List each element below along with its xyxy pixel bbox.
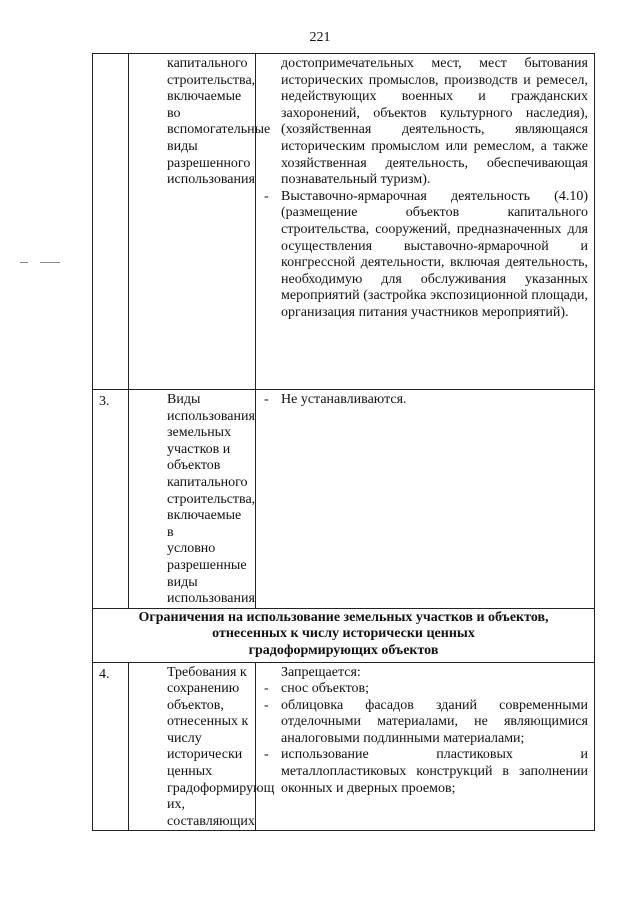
section-heading bbox=[93, 608, 595, 662]
table-row bbox=[93, 390, 595, 609]
desc-line: их, составляющих bbox=[167, 797, 255, 829]
intro-text: Запрещается: bbox=[281, 664, 361, 680]
desc-line: использования bbox=[167, 172, 255, 188]
desc-line: капитального bbox=[167, 474, 248, 490]
desc-line: использования bbox=[167, 408, 255, 424]
dash-marker: - bbox=[264, 747, 269, 763]
regulations-table bbox=[92, 53, 595, 831]
desc-line: разрешенные bbox=[167, 557, 247, 573]
heading-line: Ограничения на использование земельных участков и объектов, bbox=[138, 609, 549, 625]
desc-line: отнесенных к bbox=[167, 714, 249, 730]
margin-mark bbox=[40, 262, 60, 263]
desc-line: строительства, bbox=[167, 491, 256, 507]
table-row bbox=[93, 662, 595, 831]
desc-line: участков и bbox=[167, 441, 231, 457]
desc-line: капитального bbox=[167, 56, 248, 71]
desc-line: включаемые в bbox=[167, 508, 242, 540]
row-content bbox=[256, 390, 595, 609]
margin-mark bbox=[20, 262, 28, 263]
row-description bbox=[129, 662, 275, 831]
desc-line: разрешенного bbox=[167, 155, 251, 171]
desc-line: ценных bbox=[167, 764, 213, 780]
desc-line: условно bbox=[167, 541, 216, 557]
desc-line: использования bbox=[167, 591, 255, 607]
item-text: использование пластиковых и металлопластиковых конструкций в заполнении оконных и дверных проемов; bbox=[281, 747, 588, 796]
desc-line: Требования к bbox=[167, 664, 247, 680]
desc-line: Виды bbox=[167, 392, 201, 407]
item-text: облицовка фасадов зданий современными отделочными материалами, не являющимися аналоговыми подлинными материалами; bbox=[281, 697, 588, 746]
list-item bbox=[262, 747, 588, 797]
row-content bbox=[256, 662, 595, 831]
desc-line: градоформирующ bbox=[167, 780, 275, 796]
desc-line: объектов bbox=[167, 458, 221, 474]
item-text: Не устанавливаются. bbox=[281, 392, 407, 407]
item-text: Выставочно-ярмарочная деятельность (4.10) (размещение объектов капитального строительства, сооружений, предназначенных для осуществления выставочно-ярмарочной и конгрессной деятельности, включая деятельность, необходимую для обслуживания указанных мероприятий (застройка экспозиционной площади, организация питания участников мероприятий). bbox=[281, 188, 588, 320]
item-text: снос объектов; bbox=[281, 681, 370, 697]
dash-marker: - bbox=[264, 697, 269, 713]
row-number: 3. bbox=[93, 390, 129, 609]
heading-line: градоформирующих объектов bbox=[248, 642, 439, 658]
heading-line: отнесенных к числу исторически ценных bbox=[212, 626, 475, 642]
list-item bbox=[262, 392, 588, 409]
row-number: 4. bbox=[93, 662, 129, 831]
desc-line: сохранению bbox=[167, 681, 240, 697]
dash-marker: - bbox=[264, 188, 269, 204]
desc-line: виды bbox=[167, 574, 198, 590]
dash-marker: - bbox=[264, 681, 269, 697]
list-item bbox=[262, 189, 588, 322]
desc-line: виды bbox=[167, 138, 198, 154]
desc-line: исторически bbox=[167, 747, 243, 763]
row-description bbox=[129, 390, 256, 609]
desc-line: вспомогательные bbox=[167, 122, 271, 138]
item-text: достопримечательных мест, мест бытования исторических промыслов, производств и ремесел, недействующих военных и гражданских захоронений, объектов культурного наследия), (хозяйственная деятельность, являющаяся историческим промыслом или ремеслом, а также хозяйственная деятельность, обеспечивающая познавательный туризм). bbox=[281, 56, 588, 188]
desc-line: земельных bbox=[167, 425, 232, 441]
row-content bbox=[256, 54, 595, 390]
desc-line: числу bbox=[167, 730, 202, 746]
desc-line: объектов, bbox=[167, 697, 224, 713]
desc-line: включаемые во bbox=[167, 89, 242, 121]
dash-marker: - bbox=[264, 392, 269, 407]
list-item bbox=[262, 698, 588, 748]
desc-line: строительства, bbox=[167, 72, 256, 88]
row-description bbox=[129, 54, 271, 390]
section-heading-row bbox=[93, 608, 595, 662]
list-item bbox=[262, 56, 588, 189]
list-item bbox=[262, 681, 588, 698]
page-number: 221 bbox=[309, 30, 331, 45]
table-row bbox=[93, 54, 595, 390]
row-number bbox=[93, 54, 129, 390]
